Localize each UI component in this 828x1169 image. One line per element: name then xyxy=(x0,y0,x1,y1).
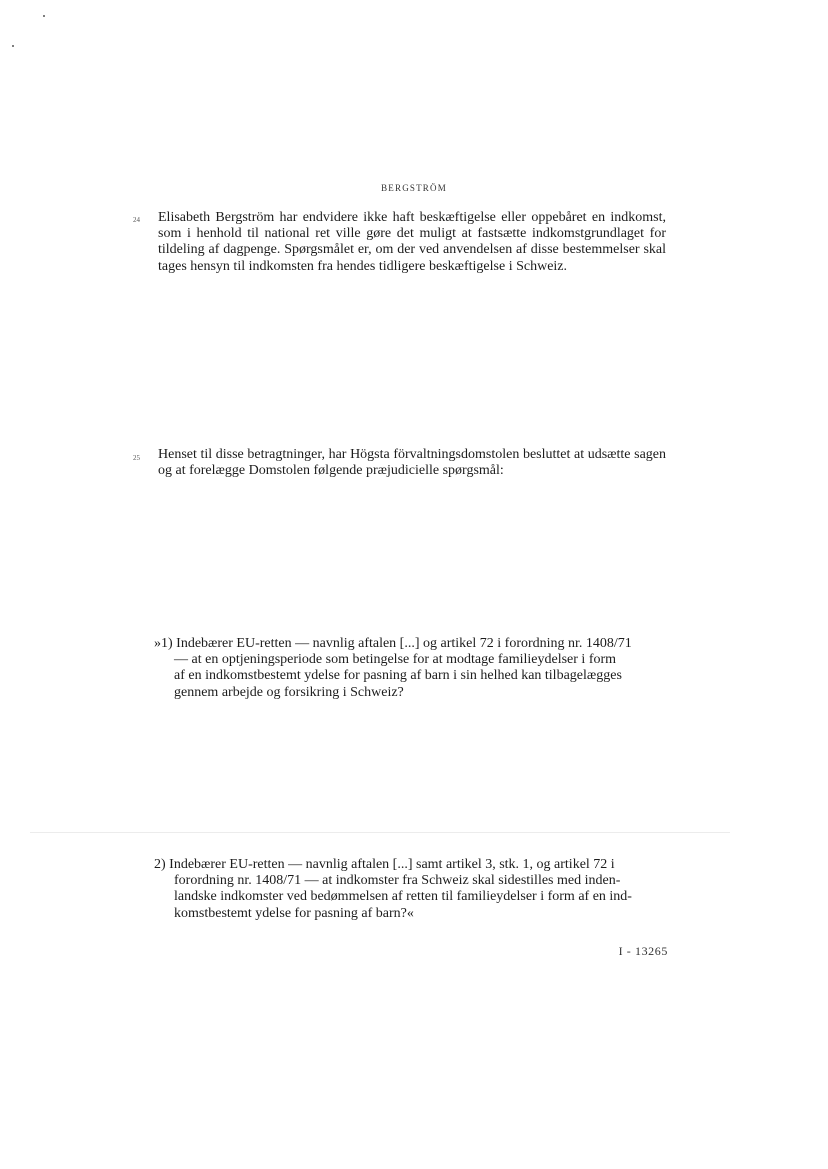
question-line: 2) Indebærer EU-retten — navnlig aftalen [...] samt artikel 3, stk. 1, og artikel 72 i xyxy=(154,857,615,872)
page-number: I - 13265 xyxy=(618,944,668,958)
question-line: komstbestemt ydelse for pasning af barn?« xyxy=(174,905,414,921)
question-line: forordning nr. 1408/71 — at indkomster fra Schweiz skal sidestilles med inden- xyxy=(174,873,621,889)
question-line: landske indkomster ved bedømmelsen af retten til familieydelser i form af en ind- xyxy=(174,889,632,905)
paragraph-text: Henset til disse betragtninger, har Högsta förvaltningsdomstolen besluttet at udsætte sagen og at forelægge Domstolen følgende præjudicielle spørgsmål: xyxy=(158,447,666,479)
question-2 xyxy=(154,857,656,922)
scan-speck xyxy=(12,45,14,47)
running-title: BERGSTRÖM xyxy=(381,183,447,193)
paragraph-number: 24 xyxy=(133,216,140,224)
question-line: af en indkomstbestemt ydelse for pasning af barn i sin helhed kan tilbagelægges xyxy=(174,668,622,684)
question-1 xyxy=(154,636,656,701)
scan-speck xyxy=(43,15,45,17)
question-line: — at en optjeningsperiode som betingelse for at modtage familieydelser i form xyxy=(174,652,617,668)
scan-divider xyxy=(30,832,730,833)
paragraph-number: 25 xyxy=(133,454,140,462)
question-line: gennem arbejde og forsikring i Schweiz? xyxy=(174,684,404,700)
question-line: »1) Indebærer EU-retten — navnlig aftalen [...] og artikel 72 i forordning nr. 1408/71 xyxy=(154,636,632,651)
paragraph-text: Elisabeth Bergström har endvidere ikke haft beskæftigelse eller oppebåret en indkomst, som i henhold til national ret ville gøre det muligt at fastsætte indkomstgrundlaget for tildeling af dagpenge. Spørgsmålet er, om der ved anvendelsen af disse bestemmelser skal tages hensyn til indkomsten fra hendes tidligere beskæftigelse i Schweiz. xyxy=(158,210,666,274)
